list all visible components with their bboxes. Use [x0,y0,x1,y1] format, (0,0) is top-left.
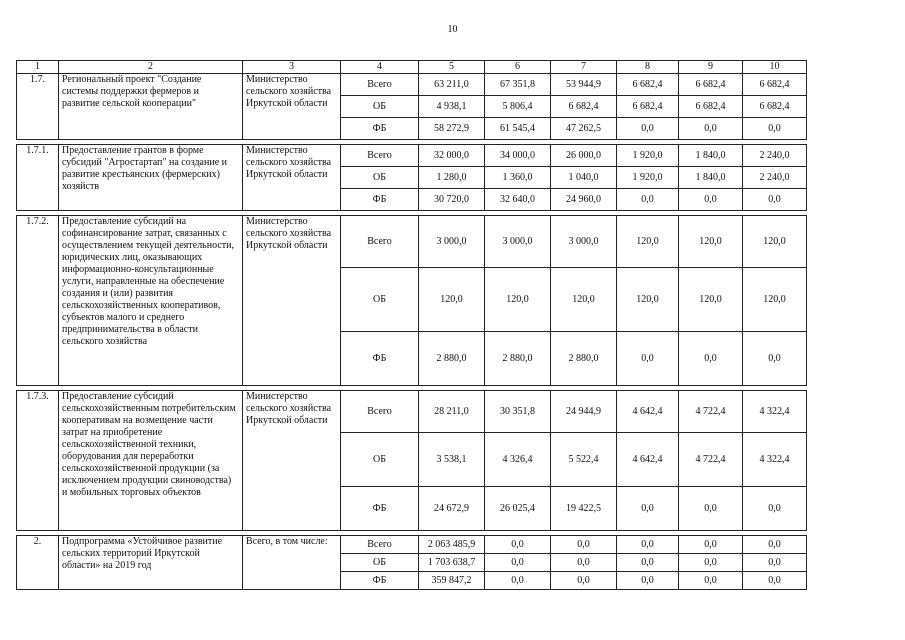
amount-cell: 0,0 [617,332,679,386]
amount-cell: 1 840,0 [679,167,743,189]
amount-cell: 2 880,0 [485,332,551,386]
amount-cell: 2 240,0 [743,167,807,189]
amount-cell: 3 000,0 [419,216,485,268]
amount-cell: 3 000,0 [551,216,617,268]
amount-cell: 32 000,0 [419,145,485,167]
funding-source: ОБ [341,268,419,332]
row-index: 1.7.2. [17,216,59,386]
amount-cell: 0,0 [743,536,807,554]
amount-cell: 4 938,1 [419,96,485,118]
funding-source: ФБ [341,189,419,211]
amount-cell: 6 682,4 [743,96,807,118]
table-row [17,391,807,433]
column-number: 2 [59,61,243,74]
row-name: Предоставление субсидий на софинансирование затрат, связанных с осуществлением текущей деятельности, юридических лиц, оказывающих информационно-консультационные услуги, направленные на обеспечение создания и (или) развития сельскохозяйственных кооперативов, субъектов малого и среднего предпринимательства в области сельского хозяйства [59,216,243,386]
amount-cell: 120,0 [743,268,807,332]
amount-cell: 47 262,5 [551,118,617,140]
amount-cell: 4 322,4 [743,433,807,487]
amount-cell: 0,0 [551,572,617,590]
row-executor: Министерство сельского хозяйства Иркутской области [243,74,341,140]
column-number: 10 [743,61,807,74]
row-executor: Министерство сельского хозяйства Иркутской области [243,145,341,211]
amount-cell: 2 240,0 [743,145,807,167]
column-number: 5 [419,61,485,74]
amount-cell: 4 326,4 [485,433,551,487]
amount-cell: 0,0 [485,536,551,554]
amount-cell: 2 880,0 [419,332,485,386]
amount-cell: 58 272,9 [419,118,485,140]
amount-cell: 120,0 [679,268,743,332]
funding-source: Всего [341,74,419,96]
amount-cell: 0,0 [743,487,807,531]
amount-cell: 26 025,4 [485,487,551,531]
amount-cell: 0,0 [617,487,679,531]
amount-cell: 34 000,0 [485,145,551,167]
amount-cell: 4 642,4 [617,433,679,487]
amount-cell: 1 040,0 [551,167,617,189]
row-name: Предоставление субсидий сельскохозяйственным потребительским кооперативам на возмещение части затрат на приобретение сельскохозяйственной техники, оборудования для переработки сельскохозяйственной продукции (за исключением продукции свиноводства) и мобильных торговых объектов [59,391,243,531]
amount-cell: 24 672,9 [419,487,485,531]
amount-cell: 120,0 [617,216,679,268]
funding-source: Всего [341,145,419,167]
amount-cell: 6 682,4 [617,74,679,96]
amount-cell: 0,0 [743,189,807,211]
amount-cell: 67 351,8 [485,74,551,96]
table-row [17,145,807,167]
funding-source: ОБ [341,96,419,118]
amount-cell: 0,0 [743,572,807,590]
amount-cell: 0,0 [679,118,743,140]
row-executor: Министерство сельского хозяйства Иркутской области [243,216,341,386]
amount-cell: 0,0 [679,332,743,386]
amount-cell: 2 880,0 [551,332,617,386]
funding-source: Всего [341,216,419,268]
amount-cell: 0,0 [485,572,551,590]
amount-cell: 1 920,0 [617,145,679,167]
amount-cell: 6 682,4 [743,74,807,96]
amount-cell: 1 920,0 [617,167,679,189]
funding-source: Всего [341,391,419,433]
amount-cell: 0,0 [743,554,807,572]
amount-cell: 2 063 485,9 [419,536,485,554]
funding-source: Всего [341,536,419,554]
funding-source: ОБ [341,167,419,189]
row-executor: Министерство сельского хозяйства Иркутской области [243,391,341,531]
amount-cell: 61 545,4 [485,118,551,140]
amount-cell: 6 682,4 [679,74,743,96]
amount-cell: 30 720,0 [419,189,485,211]
row-executor: Всего, в том числе: [243,536,341,590]
amount-cell: 4 322,4 [743,391,807,433]
amount-cell: 19 422,5 [551,487,617,531]
amount-cell: 120,0 [679,216,743,268]
amount-cell: 30 351,8 [485,391,551,433]
amount-cell: 0,0 [551,554,617,572]
funding-source: ФБ [341,572,419,590]
budget-table [16,60,807,590]
amount-cell: 0,0 [743,332,807,386]
column-number: 8 [617,61,679,74]
column-number: 6 [485,61,551,74]
row-name: Предоставление грантов в форме субсидий "Агростартап" на создание и развитие крестьянских (фермерских) хозяйств [59,145,243,211]
amount-cell: 4 642,4 [617,391,679,433]
page-number: 10 [447,24,458,35]
amount-cell: 1 703 638,7 [419,554,485,572]
amount-cell: 0,0 [743,118,807,140]
amount-cell: 1 840,0 [679,145,743,167]
row-index: 1.7. [17,74,59,140]
amount-cell: 120,0 [419,268,485,332]
column-number: 1 [17,61,59,74]
amount-cell: 0,0 [679,536,743,554]
row-index: 1.7.3. [17,391,59,531]
row-name: Региональный проект "Создание системы поддержки фермеров и развитие сельской кооперации" [59,74,243,140]
amount-cell: 6 682,4 [679,96,743,118]
funding-source: ФБ [341,487,419,531]
amount-cell: 3 538,1 [419,433,485,487]
table-row [17,74,807,96]
amount-cell: 24 960,0 [551,189,617,211]
amount-cell: 0,0 [617,189,679,211]
amount-cell: 0,0 [679,572,743,590]
column-number: 3 [243,61,341,74]
amount-cell: 26 000,0 [551,145,617,167]
amount-cell: 120,0 [485,268,551,332]
amount-cell: 24 944,9 [551,391,617,433]
amount-cell: 6 682,4 [617,96,679,118]
funding-source: ФБ [341,332,419,386]
amount-cell: 0,0 [679,554,743,572]
amount-cell: 0,0 [485,554,551,572]
amount-cell: 0,0 [617,536,679,554]
amount-cell: 63 211,0 [419,74,485,96]
amount-cell: 4 722,4 [679,433,743,487]
funding-source: ОБ [341,554,419,572]
table-row [17,216,807,268]
row-name: Подпрограмма «Устойчивое развитие сельских территорий Иркутской области» на 2019 год [59,536,243,590]
amount-cell: 0,0 [617,118,679,140]
amount-cell: 0,0 [679,487,743,531]
amount-cell: 28 211,0 [419,391,485,433]
funding-source: ФБ [341,118,419,140]
row-index: 1.7.1. [17,145,59,211]
amount-cell: 5 522,4 [551,433,617,487]
amount-cell: 0,0 [679,189,743,211]
amount-cell: 120,0 [551,268,617,332]
amount-cell: 6 682,4 [551,96,617,118]
amount-cell: 1 360,0 [485,167,551,189]
table-row [17,536,807,554]
column-number: 4 [341,61,419,74]
funding-source: ОБ [341,433,419,487]
amount-cell: 5 806,4 [485,96,551,118]
amount-cell: 120,0 [743,216,807,268]
amount-cell: 359 847,2 [419,572,485,590]
amount-cell: 0,0 [617,554,679,572]
amount-cell: 53 944,9 [551,74,617,96]
column-number-row [17,61,807,74]
amount-cell: 32 640,0 [485,189,551,211]
amount-cell: 1 280,0 [419,167,485,189]
amount-cell: 120,0 [617,268,679,332]
amount-cell: 0,0 [617,572,679,590]
amount-cell: 0,0 [551,536,617,554]
row-index: 2. [17,536,59,590]
column-number: 9 [679,61,743,74]
column-number: 7 [551,61,617,74]
amount-cell: 3 000,0 [485,216,551,268]
amount-cell: 4 722,4 [679,391,743,433]
